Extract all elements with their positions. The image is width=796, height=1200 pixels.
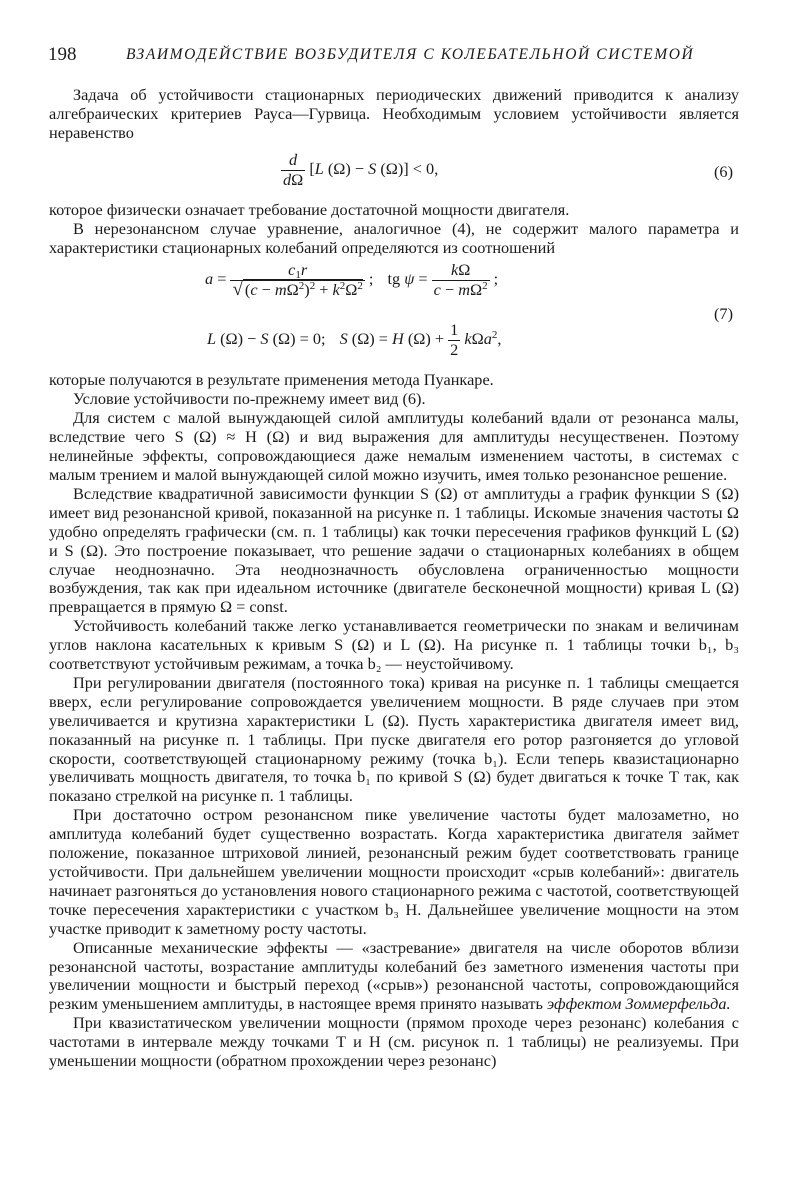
equation-6-expression: $\frac{d}{d\Omega}$ [L (Ω) − S (Ω)] < 0, — [283, 149, 439, 189]
page-header — [48, 44, 756, 74]
paragraph-6: Для систем с малой вынуждающей силой амплитуды колебаний вдали от резонанса малы, вследствие чего S (Ω) ≈ H (Ω) и вид выражения для амплитуды несущественен. Поэтому нелинейные эффекты, сопровождающиеся даже немалым изменением частоты, в системах с малым трением и малой вынуждающей силой можно изучить, имея только резонансное решение. — [49, 408, 739, 484]
paragraph-10: При достаточно остром резонансном пике увеличение частоты будет малозаметно, но амплитуда колебаний будет существенно возрастать. Когда характеристика двигателя займет положение, показанное штриховой линией, резонансный режим будет соответствовать границе устойчивости. При дальнейшем увеличении мощности происходит «срыв колебаний»: двигатель начинает разгоняться до установления нового стационарного режима с частотой, соответствующей точке пересечения характеристики с участком b₃ H. Дальнейшее увеличение мощности на этом участке приводит к заметному росту частоты. — [49, 805, 739, 938]
page-number: 198 — [48, 44, 77, 65]
paragraph-4: которые получаются в результате применения метода Пуанкаре. — [49, 370, 494, 390]
sommerfeld-effect-term: эффектом Зоммерфельда. — [547, 994, 731, 1014]
paragraph-11 — [49, 939, 739, 1015]
paragraph-5: Условие устойчивости по-прежнему имеет вид (6). — [73, 389, 426, 409]
paragraph-11-text: Описанные механические эффекты — «застревание» двигателя на числе оборотов вблизи резонансной частоты, возрастание амплитуды колебаний без заметного изменения частоты при увеличении мощности и быстрый переход («срыв») резонансной частоты, сопровождающийся резким уменьшением амплитуды, в настоящее время принято называть — [49, 937, 739, 1014]
equation-6 — [49, 143, 739, 201]
equation-7-line-2: L (Ω) − S (Ω) = 0; S (Ω) = H (Ω) + $\frac{1}{2}$ kΩa$^2$, — [207, 320, 502, 360]
paragraph-3: В нерезонансном случае уравнение, аналогичное (4), не содержит малого параметра и характеристики стационарных колебаний определяются из соотношений — [49, 218, 739, 257]
paragraph-7: Вследствие квадратичной зависимости функции S (Ω) от амплитуды a график функции S (Ω) имеет вид резонансной кривой, показанной на рисунке п. 1 таблицы. Искомые значения частоты Ω удобно определять графически (см. п. 1 таблицы) как точки пересечения графиков функций L (Ω) и S (Ω). Это построение показывает, что решение задачи о стационарных колебаниях в общем случае неоднозначно. Эта неоднозначность обусловлена ограниченностью мощности возбуждения, так как при идеальном источнике (двигателе бесконечной мощности) кривая L (Ω) превращается в прямую Ω = const. — [49, 483, 739, 617]
paragraph-2: которое физически означает требование достаточной мощности двигателя. — [49, 199, 570, 219]
body-text — [49, 86, 739, 1071]
paragraph-12: При квазистатическом увеличении мощности (прямом проходе через резонанс) колебания с частотами в интервале между точками T и H (см. рисунок п. 1 таблицы) не реализуемы. При уменьшении мощности (обратном прохождении через резонанс) — [49, 1013, 739, 1071]
equation-7-line-1: a = $\frac{c_1r}{√ (c - m\Omega^2)^2 + k^2\Omega^2}$ ; tg ψ = $\frac{k\Omega}{c - m\Omega^2}$ ; — [205, 260, 499, 301]
equation-7 — [49, 259, 739, 371]
running-title: ВЗАИМОДЕЙСТВИЕ ВОЗБУДИТЕЛЯ С КОЛЕБАТЕЛЬНОЙ СИСТЕМОЙ — [126, 46, 695, 63]
equation-6-label: (6) — [714, 161, 733, 181]
paragraph-9: При регулировании двигателя (постоянного тока) кривая на рисунке п. 1 таблицы смещается вверх, если регулирование сопровождается увеличением мощности. В ряде случаев при этом увеличивается и крутизна характеристики L (Ω). Пусть характеристика двигателя имеет вид, показанный на рисунке п. 1 таблицы. При пуске двигателя его ротор разгоняется до угловой скорости, соответствующей стационарному режиму (точка b₁). Если теперь квазистационарно увеличивать мощность двигателя, то точка b₁ по кривой S (Ω) будет двигаться к точке T так, как показано стрелкой на рисунке п. 1 таблицы. — [49, 672, 739, 806]
paragraph-8: Устойчивость колебаний также легко устанавливается геометрически по знакам и величинам углов наклона касательных к кривым S (Ω) и L (Ω). На рисунке п. 1 таблицы точки b₁, b₃ соответствуют устойчивым режимам, а точка b₂ — неустойчивому. — [49, 616, 739, 674]
equation-7-label: (7) — [714, 304, 733, 324]
paragraph-1: Задача об устойчивости стационарных периодических движений приводится к анализу алгебраических критериев Рауса—Гурвица. Необходимым условием устойчивости является неравенство — [49, 85, 739, 142]
